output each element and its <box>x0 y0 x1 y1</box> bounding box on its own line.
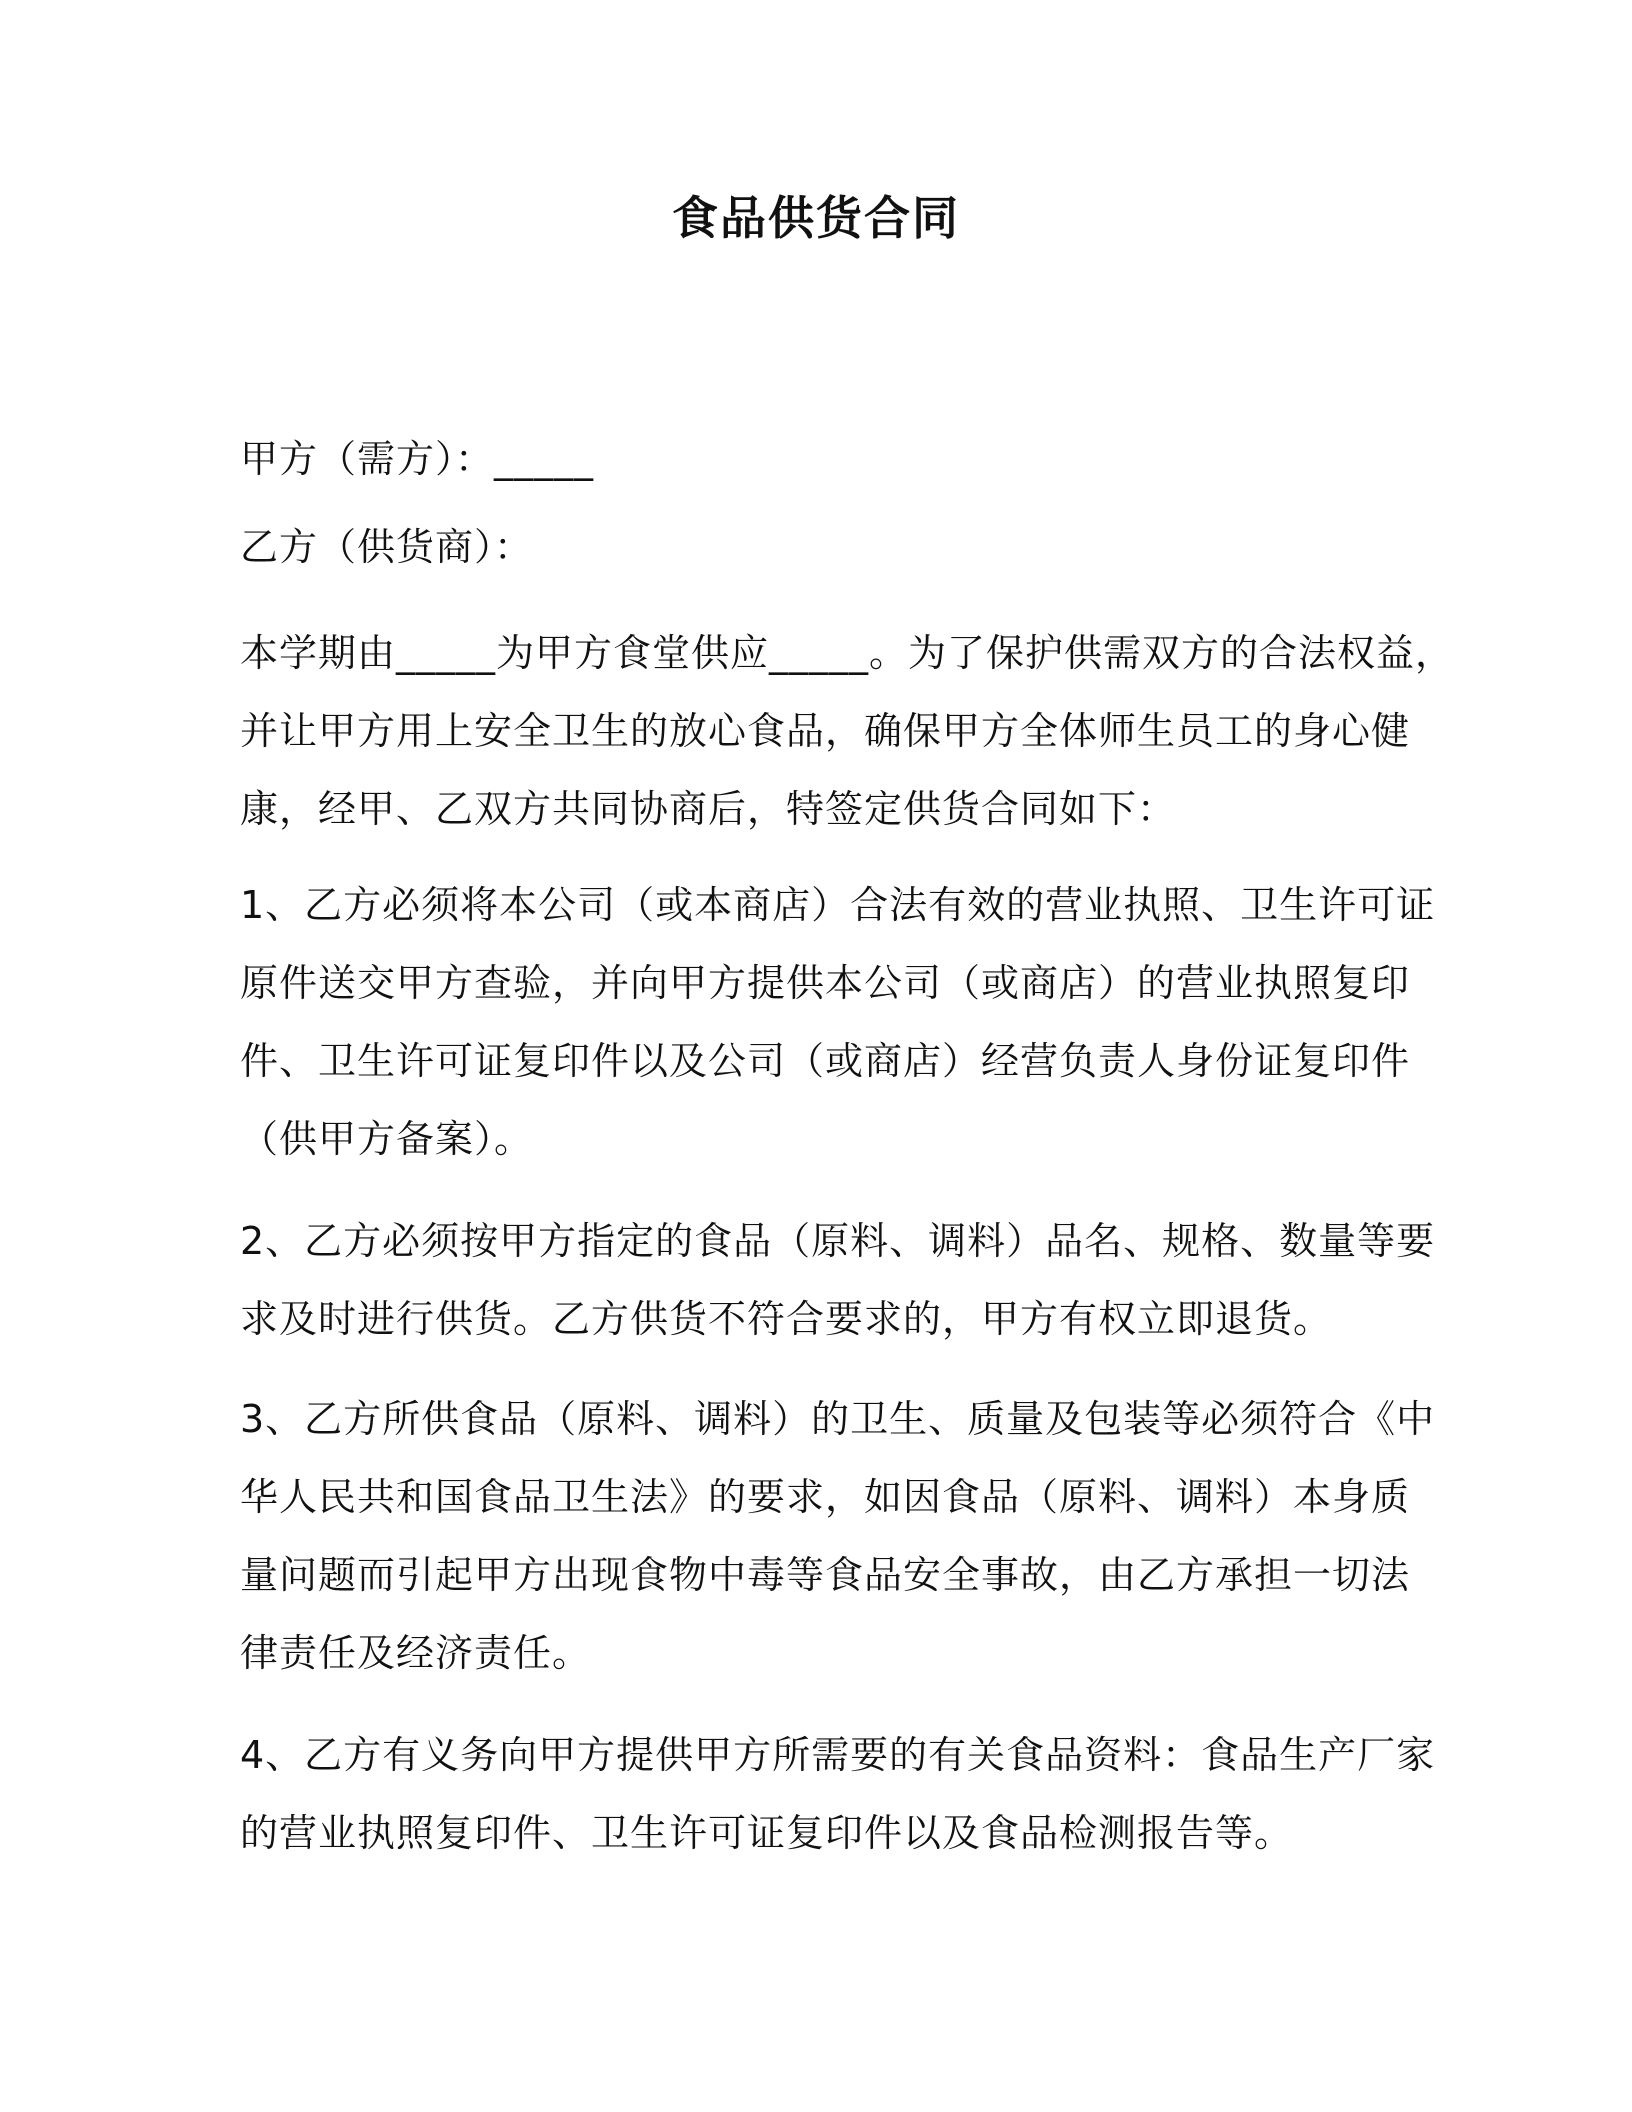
clause-line: 件、卫生许可证复印件以及公司（或商店）经营负责人身份证复印件 <box>240 1039 1411 1083</box>
clause-2 <box>240 1202 1435 1358</box>
intro-paragraph <box>240 614 1454 848</box>
party-b-line <box>240 508 533 586</box>
intro-line: 康，经甲、乙双方共同协商后，特签定供货合同如下： <box>240 787 1177 831</box>
clause-line: （供甲方备案）。 <box>240 1117 534 1161</box>
clause-line: 4、乙方有义务向甲方提供甲方所需要的有关食品资料：食品生产厂家 <box>240 1733 1436 1777</box>
party-a-line <box>240 420 594 498</box>
party-b-text: 乙方（供货商）： <box>240 525 534 569</box>
clause-line: 3、乙方所供食品（原料、调料）的卫生、质量及包装等必须符合《中 <box>240 1397 1436 1441</box>
party-a-text: 甲方（需方）：_____ <box>240 437 595 481</box>
clause-line: 2、乙方必须按甲方指定的食品（原料、调料）品名、规格、数量等要 <box>240 1219 1436 1263</box>
clause-line: 华人民共和国食品卫生法》的要求，如因食品（原料、调料）本身质 <box>240 1475 1411 1519</box>
clause-line: 求及时进行供货。乙方供货不符合要求的，甲方有权立即退货。 <box>240 1297 1333 1341</box>
document-title: 食品供货合同 <box>672 191 960 245</box>
clause-line: 量问题而引起甲方出现食物中毒等食品安全事故，由乙方承担一切法 <box>240 1553 1411 1597</box>
clause-4 <box>240 1716 1435 1872</box>
clause-line: 1、乙方必须将本公司（或本商店）合法有效的营业执照、卫生许可证 <box>240 883 1436 927</box>
clause-line: 原件送交甲方查验，并向甲方提供本公司（或商店）的营业执照复印 <box>240 961 1411 1005</box>
clause-line: 的营业执照复印件、卫生许可证复印件以及食品检测报告等。 <box>240 1811 1294 1855</box>
clause-3 <box>240 1380 1435 1692</box>
intro-line: 本学期由_____为甲方食堂供应_____。为了保护供需双方的合法权益， <box>240 631 1455 675</box>
intro-line: 并让甲方用上安全卫生的放心食品，确保甲方全体师生员工的身心健 <box>240 709 1411 753</box>
clause-1 <box>240 866 1435 1178</box>
clause-line: 律责任及经济责任。 <box>240 1631 592 1675</box>
